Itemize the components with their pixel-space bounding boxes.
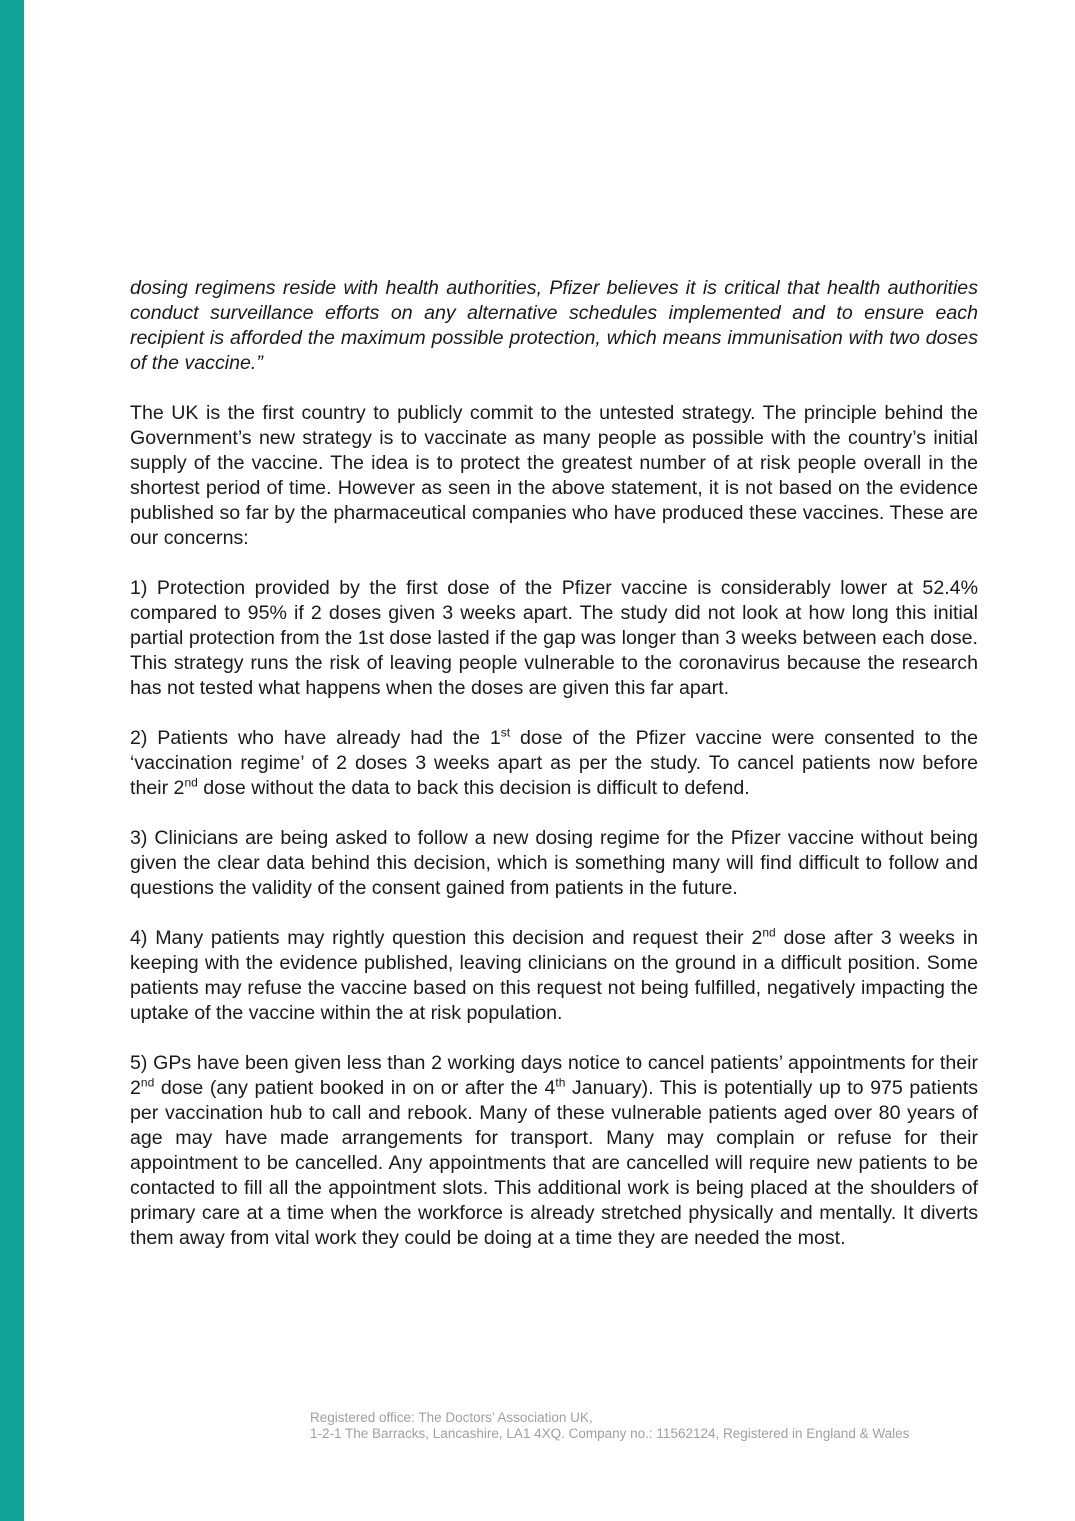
footer-line-2: 1-2-1 The Barracks, Lancashire, LA1 4XQ. Company no.: 11562124, Registered in England & Wales xyxy=(310,1426,910,1441)
document-body xyxy=(130,276,978,1276)
concern-point-4 xyxy=(130,926,978,1026)
point-2-superscript-2: nd xyxy=(184,775,198,790)
point-2-text-a: 2) Patients who have already had the 1 xyxy=(130,727,501,749)
intro-paragraph: The UK is the first country to publicly commit to the untested strategy. The principle behind the Government’s new strategy is to vaccinate as many people as possible with the country’s initial supply of the vaccine. The idea is to protect the greatest number of at risk people overall in the shortest period of time. However as seen in the above statement, it is not based on the evidence published so far by the pharmaceutical companies who have produced these vaccines. These are our concerns: xyxy=(130,402,978,549)
point-4-text-a: 4) Many patients may rightly question this decision and request their 2 xyxy=(130,927,763,949)
accent-side-bar xyxy=(0,0,24,1521)
point-5-text-b: dose (any patient booked in on or after the 4 xyxy=(154,1077,556,1099)
concern-point-5 xyxy=(130,1051,978,1251)
quote-continuation-paragraph: dosing regimens reside with health authorities, Pfizer believes it is critical that health authorities conduct surveillance efforts on any alternative schedules implemented and to ensure each recipient is afforded the maximum possible protection, which means immunisation with two doses of the vaccine.” xyxy=(130,277,978,374)
point-5-superscript-1: nd xyxy=(140,1075,155,1090)
point-5-text-c: January). This is potentially up to 975 patients per vaccination hub to call and rebook. Many of these vulnerable patients aged over 80 years of age may have made arrangements for transport. Many may complain or refuse for their appointment to be cancelled. Any appointments that are cancelled will require new patients to be contacted to fill all the appointment slots. This additional work is being placed at the shoulders of primary care at a time when the workforce is already stretched physically and mentally. It diverts them away from vital work they could be doing at a time they are needed the most. xyxy=(130,1077,978,1249)
concern-point-2 xyxy=(130,726,978,801)
point-2-text-c: dose without the data to back this decision is difficult to defend. xyxy=(197,777,750,799)
footer-line-1: Registered office: The Doctors’ Association UK, xyxy=(310,1410,593,1425)
concern-point-1: 1) Protection provided by the first dose of the Pfizer vaccine is considerably lower at 52.4% compared to 95% if 2 doses given 3 weeks apart. The study did not look at how long this initial partial protection from the 1st dose lasted if the gap was longer than 3 weeks between each dose. This strategy runs the risk of leaving people vulnerable to the coronavirus because the research has not tested what happens when the doses are given this far apart. xyxy=(130,577,978,699)
concern-point-3: 3) Clinicians are being asked to follow a new dosing regime for the Pfizer vaccine without being given the clear data behind this decision, which is something many will find difficult to follow and questions the validity of the consent gained from patients in the future. xyxy=(130,827,978,899)
point-4-text-b: dose after 3 weeks in keeping with the evidence published, leaving clinicians on the ground in a difficult position. Some patients may refuse the vaccine based on this request not being fulfilled, negatively impacting the uptake of the vaccine within the at risk population. xyxy=(130,927,978,1024)
point-4-superscript-1: nd xyxy=(762,925,776,940)
point-2-superscript-1: st xyxy=(500,725,511,740)
footer-registered-office xyxy=(310,1410,1030,1442)
point-5-superscript-2: th xyxy=(555,1075,566,1090)
point-2-text-b: dose of the Pfizer vaccine were consented to the ‘vaccination regime’ of 2 doses 3 weeks apart as per the study. To cancel patients now before their 2 xyxy=(130,727,978,799)
point-5-text-a: 5) GPs have been given less than 2 working days notice to cancel patients’ appointments for their 2 xyxy=(130,1052,978,1099)
